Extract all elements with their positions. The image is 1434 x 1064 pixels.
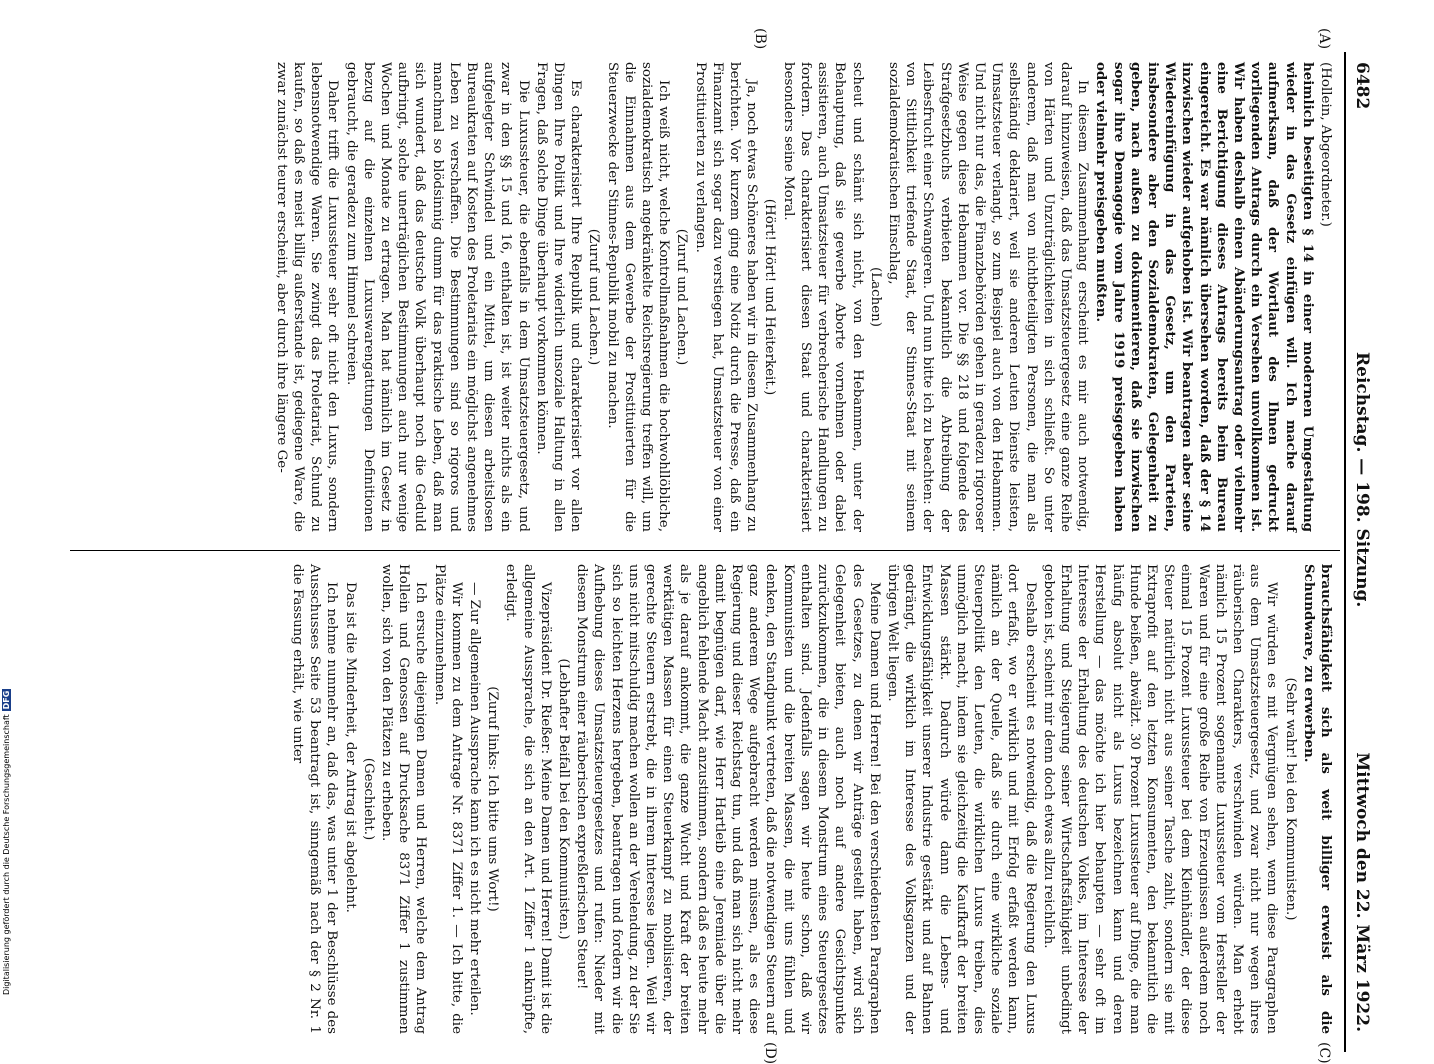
interjection: (Geschieht.) xyxy=(360,757,376,841)
paragraph: Meine Damen und Herren! Bei den verschiedensten Paragraphen des Gesetzes, zu denen wir Anträge gestellt haben, wird sich Gelegenheit bieten, auch noch auf andere Gesichtspunkte zurückzukommen, die in diesem Monstrum eines Steuergesetzes enthalten sind. Jedenfalls sagen wir heute schon, daß wir Kommunisten und die breiten Massen, die mit uns fühlen und denken, den Standpunkt vertreten, daß die notwendigen Steuern auf ganz anderem Wege aufgebracht werden müssen, als es diese Regierung und dieser Reichstag tun, und daß man sich nicht mehr damit begnügen darf, wie Herr Hartleib eine Jeremiade über die angeblich fehlende Macht anzustimmen, sondern daß es heute mehr als je darauf ankommt, die ganze Wucht und Kraft der breiten werktätigen Massen für einen Steuerkampf zu mobilisieren, der gerechte Steuern erstrebt, die in ihrem Interesse liegen. Weil wir uns nicht mitschuldig machen wollen an der Verelendung, zu der Sie sich so leichten Herzens hergeben, beantragen und fordern wir die Aufhebung dieses Umsatzsteuergesetzes und rufen: Nieder mit diesem Monstrum einer räuberischen expreßlerischen Steuer! xyxy=(574,564,882,1034)
page-header xyxy=(1344,52,1374,1052)
paragraph: Ich nehme nunmehr an, daß das, was unter 1 der Beschlüsse des Ausschusses Seite 53 beantragt ist, sinngemäß nach der § 2 Nr. 1 die Fassung erhält, wie unter xyxy=(290,564,340,1034)
dfg-logo: DFG xyxy=(2,690,11,710)
paragraph: Wir würden es mit Vergnügen sehen, wenn diese Paragraphen aus dem Umsatzsteuergesetz, und zwar nicht nur wegen ihres räuberischen Charakters, verschwinden würden. Man erhebt nämlich 15 Prozent sogenannte Luxussteuer vom Hersteller der Waren und für eine große Reihe von Erzeugnissen außerdem noch einmal 15 Prozent Luxussteuer bei dem Kleinhändler, der diese Steuer natürlich nicht aus seiner Tasche zahlt, sondern sie mit Extraprofit auf den letzten Konsumenten, den bekanntlich die Hunde beißen, abwälzt. 30 Prozent Luxussteuer auf Dinge, die man häufig absolut nicht als Luxus bezeichnen kann und deren Herstellung — das möchte ich hier behaupten — sehr oft im Interesse der Erhaltung des deutschen Volkes, im Interesse der Erhaltung und Steigerung seiner Wirtschaftsfähigkeit unbedingt geboten ist, scheint mir denn doch etwas allzu reichlich. xyxy=(1040,564,1280,1034)
page-content xyxy=(54,28,1374,1064)
credit-text: Digitalisierung gefördert durch die Deutsche Forschungsgemeinschaft xyxy=(2,714,11,995)
column-divider xyxy=(70,550,1340,551)
scanned-page xyxy=(12,0,1420,1064)
interjection: (Lebhafter Beifall bei den Kommunisten.) xyxy=(556,658,572,940)
right-column xyxy=(288,564,1334,1034)
paragraph: In diesem Zusammenhang erscheint es mir auch notwendig, darauf hinzuweisen, daß das Umsatzsteuergesetz eine ganze Reihe von Härten und Unzuträglichkeiten in sich schließt. So unter anderem, daß man von nichtbeteiligten Personen, die man als selbständig deklariert, weil sie anderen Leuten Dienste leisten, Umsatzsteuer verlangt, so zum Beispiel auch von den Hebammen. Und nicht nur das, die Finanzbehörden gehen in geradezu rigoroser Weise gegen diese Hebammen vor. Die §§ 218 und folgende des Strafgesetzbuchs verbieten bekanntlich die Abtreibung der Leibesfrucht einer Schwangeren. Und nun bitte ich zu beachten: der von Sittlichkeit triefende Staat, der Stinnes-Staat mit seinem sozialdemokratischen Einschlag, xyxy=(885,62,1091,532)
paragraph: Vizepräsident Dr. Rießer: Meine Damen und Herren! Damit ist die allgemeine Aussprache, die sich an den Art. 1 Ziffer 1 anknüpfte, erledigt. xyxy=(503,564,553,1034)
paragraph: Deshalb erscheint es notwendig, daß die Regierung den Luxus dort erfaßt, wo er wirklich und mit Erfolg erfaßt werden kann, nämlich an der Quelle, daß sie durch eine wirkliche soziale Steuerpolitik den Leuten, die wirklichen Luxus treiben, dies unmöglich macht, indem sie gleichzeitig die Kaufkraft der breiten Massen stärkt. Dadurch würde dann die Lebens- und Entwicklungsfähigkeit unserer Industrie gestärkt und auf Bahnen gedrängt, die wirklich im Interesse des Volksganzen und der übrigen Welt liegen. xyxy=(884,564,1038,1034)
margin-marker-a: (A) xyxy=(1316,28,1332,50)
speaker-note: (Hollein, Abgeordneter.) xyxy=(1318,62,1333,227)
paragraph: Das ist die Minderheit, der Antrag ist abgelehnt. xyxy=(342,582,358,913)
interjection: (Hört! Hört! und Heiterkeit.) xyxy=(762,198,778,396)
paragraph: Daher trifft die Luxussteuer sehr oft nicht den Luxus, sondern lebensnotwendige Waren. Sie zwingt das Proletariat, Schund zu kaufen, so daß es meist billig außerstande ist, gediegene Ware, die zwar zunächst teurer erscheint, aber durch ihre längere Ge- xyxy=(273,62,341,532)
page-number: 6482 xyxy=(1352,62,1372,110)
paragraph: Ich ersuche diejenigen Damen und Herren, welche dem Antrag Hollein und Genossen auf Drucksache 8371 Ziffer 1 zustimmen wollen, sich von den Plätzen zu erheben. xyxy=(379,564,429,1034)
interjection: (Zuruf und Lachen.) xyxy=(586,228,602,366)
paragraph: scheut und schämt sich nicht, von den Hebammen, unter der Behauptung, daß sie gewerbe Aborte vornehmen oder dabei assistieren, auch Umsatzsteuer für verbrecherische Handlungen zu fordern. Das charakterisiert diesen Staat und charakterisiert besonders seine Moral. xyxy=(780,62,865,532)
margin-marker-d: (D) xyxy=(762,1042,778,1064)
paragraph: brauchsfähigkeit sich als weit billiger erweist als die Schundware, zu erwerben. xyxy=(1300,564,1334,1034)
paragraph: Ja, noch etwas Schöneres haben wir in diesem Zusammenhang zu berichten. Vor kurzem ging eine Notiz durch die Presse, daß ein Finanzamt sich sogar dazu verstiegen hat, Umsatzsteuer von einer Prostituierten zu verlangen. xyxy=(692,62,760,532)
paragraph: Ich weiß nicht, welche Kontrollmaßnahmen die hochwohllöbliche, sozialdemokratisch angekränkelte Reichsregierung treffen will, um die Einnahmen aus dem Gewerbe der Prostituierten für die Steuerzwecke der Stinnes-Republik mobil zu machen. xyxy=(604,62,672,532)
paragraph: Wir kommen zu dem Antrage Nr. 8371 Ziffer 1. — Ich bitte, die Plätze einzunehmen. xyxy=(431,564,464,1034)
interjection: (Zuruf und Lachen.) xyxy=(674,228,690,366)
margin-marker-b: (B) xyxy=(752,28,768,50)
interjection: (Lachen) xyxy=(867,267,883,327)
paragraph: heimlich beseitigten § 14 in einer modernen Umgestaltung wieder in das Gesetz einfügen will. Ich mache darauf aufmerksam, daß der Wortlaut des Ihnen gedruckt vorliegenden Antrags durch ein Versehen unvollkommen ist. Wir haben deshalb einen Abänderungsantrag oder vielmehr eine Berichtigung dieses Antrags bereits beim Bureau eingereicht. Es war nämlich übersehen worden, daß der § 14 inzwischen wieder aufgehoben ist. Wir beantragen aber seine Wiedereinfügung in das Gesetz, um den Parteien, insbesondere aber den Sozialdemokraten, Gelegenheit zu geben, nach außen zu dokumentieren, daß sie inzwischen sogar ihre Demagogie vom Jahre 1919 preisgegeben haben oder vielmehr preisgeben mußten. xyxy=(1093,62,1316,532)
session-title: Reichstag. — 198. Sitzung. xyxy=(1352,352,1372,608)
session-date: Mittwoch den 22. März 1922. xyxy=(1352,752,1372,1032)
left-column xyxy=(272,62,1334,532)
interjection: (Zuruf links: Ich bitte ums Wort!) xyxy=(485,686,501,912)
paragraph: Die Luxussteuer, die ebenfalls in dem Umsatzsteuergesetz, und zwar in den §§ 15 und 16, enthalten ist, ist weiter nichts als ein aufgelegter Schwindel und ein Mittel, um diesen arbeitslosen Bureaukraten auf Kosten des Proletariats ein möglichst angenehmes Leben zu verschaffen. Die Bestimmungen sind so rigoros und manchmal so blödsinnig dumm für das praktische Leben, daß man sich wundert, daß das deutsche Volk überhaupt noch die Geduld aufbringt, solche unerträglichen Bestimmungen auch nur wenige Wochen und Monate zu ertragen. Man hat nämlich im Gesetz in bezug auf die einzelnen Luxuswarengattungen Definitionen gebraucht, die geradezu zum Himmel schreien. xyxy=(343,62,531,532)
interjection: (Sehr wahr! bei den Kommunisten.) xyxy=(1282,677,1298,921)
digitization-credit xyxy=(0,0,12,1000)
paragraph: — Zur allgemeinen Aussprache kann ich es nicht mehr erteilen. xyxy=(467,582,483,1016)
paragraph: Es charakterisiert Ihre Republik und charakterisiert vor allen Dingen Ihre Politik und Ihre widerlich unsoziale Haltung in allen Fragen, daß solche Dinge überhaupt vorkommen können. xyxy=(533,62,584,532)
margin-marker-c: (C) xyxy=(1316,1042,1332,1064)
